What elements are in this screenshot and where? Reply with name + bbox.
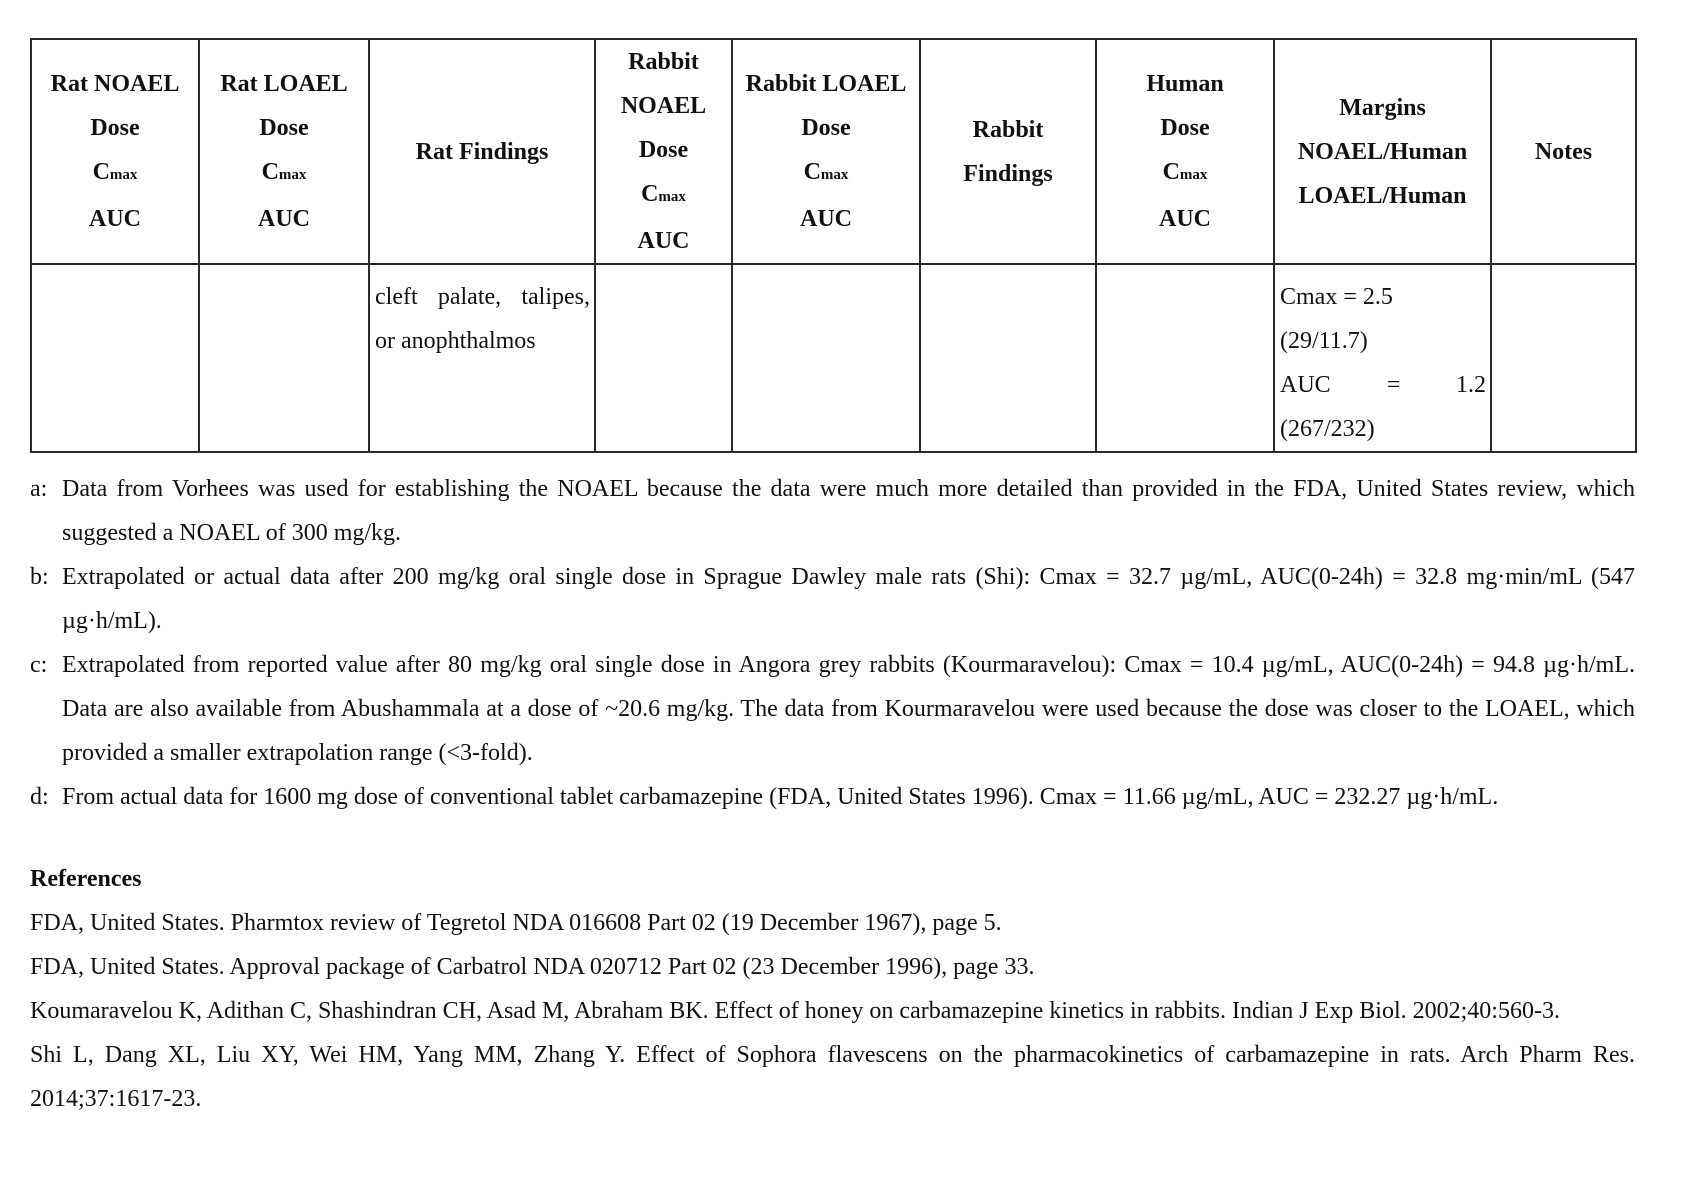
references-section xyxy=(30,857,1635,1121)
toxicology-table xyxy=(30,38,1637,453)
cell-rabbit-loael xyxy=(732,264,920,452)
reference-item: FDA, United States. Approval package of Carbatrol NDA 020712 Part 02 (23 December 1996), page 33. xyxy=(30,954,1035,980)
header-margins: Margins NOAEL/Human LOAEL/Human xyxy=(1274,39,1491,264)
header-rabbit-noael: Rabbit NOAEL Dose Cmax AUC xyxy=(595,39,732,264)
header-rat-noael: Rat NOAEL Dose Cmax AUC xyxy=(31,39,199,264)
header-rat-findings: Rat Findings xyxy=(369,39,595,264)
cell-rabbit-noael xyxy=(595,264,732,452)
references-heading: References xyxy=(30,866,142,892)
document-page xyxy=(30,38,1635,1121)
cell-rat-findings: cleft palate, talipes, or anophthalmos xyxy=(369,264,595,452)
reference-item: Shi L, Dang XL, Liu XY, Wei HM, Yang MM, Zhang Y. Effect of Sophora flavescens on the pharmacokinetics of carbamazepine in rats. Arch Pharm Res. 2014;37:1617-23. xyxy=(30,1042,1635,1112)
header-rat-loael: Rat LOAEL Dose Cmax AUC xyxy=(199,39,369,264)
cell-rat-loael xyxy=(199,264,369,452)
reference-item: FDA, United States. Pharmtox review of Tegretol NDA 016608 Part 02 (19 December 1967), page 5. xyxy=(30,910,1002,936)
footnotes xyxy=(30,467,1635,819)
header-rabbit-findings: Rabbit Findings xyxy=(920,39,1096,264)
cell-rat-noael xyxy=(31,264,199,452)
cell-human xyxy=(1096,264,1274,452)
footnote-d: d: From actual data for 1600 mg dose of conventional tablet carbamazepine (FDA, United States 1996). Cmax = 11.66 µg/mL, AUC = 232.27 µg·h/mL. xyxy=(30,784,1499,810)
cell-margins: Cmax = 2.5 (29/11.7) AUC = 1.2 (267/232) xyxy=(1274,264,1491,452)
footnote-b: b: Extrapolated or actual data after 200 mg/kg oral single dose in Sprague Dawley male rats (Shi): Cmax = 32.7 µg/mL, AUC(0-24h) = 32.8 mg·min/mL (547 µg·h/mL). xyxy=(30,564,1635,634)
reference-item: Koumaravelou K, Adithan C, Shashindran CH, Asad M, Abraham BK. Effect of honey on carbamazepine kinetics in rabbits. Indian J Exp Biol. 2002;40:560-3. xyxy=(30,998,1560,1024)
table-row xyxy=(31,264,1636,452)
header-rabbit-loael: Rabbit LOAEL Dose Cmax AUC xyxy=(732,39,920,264)
header-notes: Notes xyxy=(1491,39,1636,264)
footnote-c: c: Extrapolated from reported value after 80 mg/kg oral single dose in Angora grey rabbits (Kourmaravelou): Cmax = 10.4 µg/mL, AUC(0-24h) = 94.8 µg·h/mL. Data are also available from Abushammala at a dose of ~20.6 mg/kg. The data from Kourmaravelou were used because the dose was closer to the LOAEL, which provided a smaller extrapolation range (<3-fold). xyxy=(30,652,1635,766)
header-human: Human Dose Cmax AUC xyxy=(1096,39,1274,264)
footnote-a: a: Data from Vorhees was used for establishing the NOAEL because the data were much more detailed than provided in the FDA, United States review, which suggested a NOAEL of 300 mg/kg. xyxy=(30,476,1635,546)
cell-notes xyxy=(1491,264,1636,452)
header-row xyxy=(31,39,1636,264)
cell-rabbit-findings xyxy=(920,264,1096,452)
